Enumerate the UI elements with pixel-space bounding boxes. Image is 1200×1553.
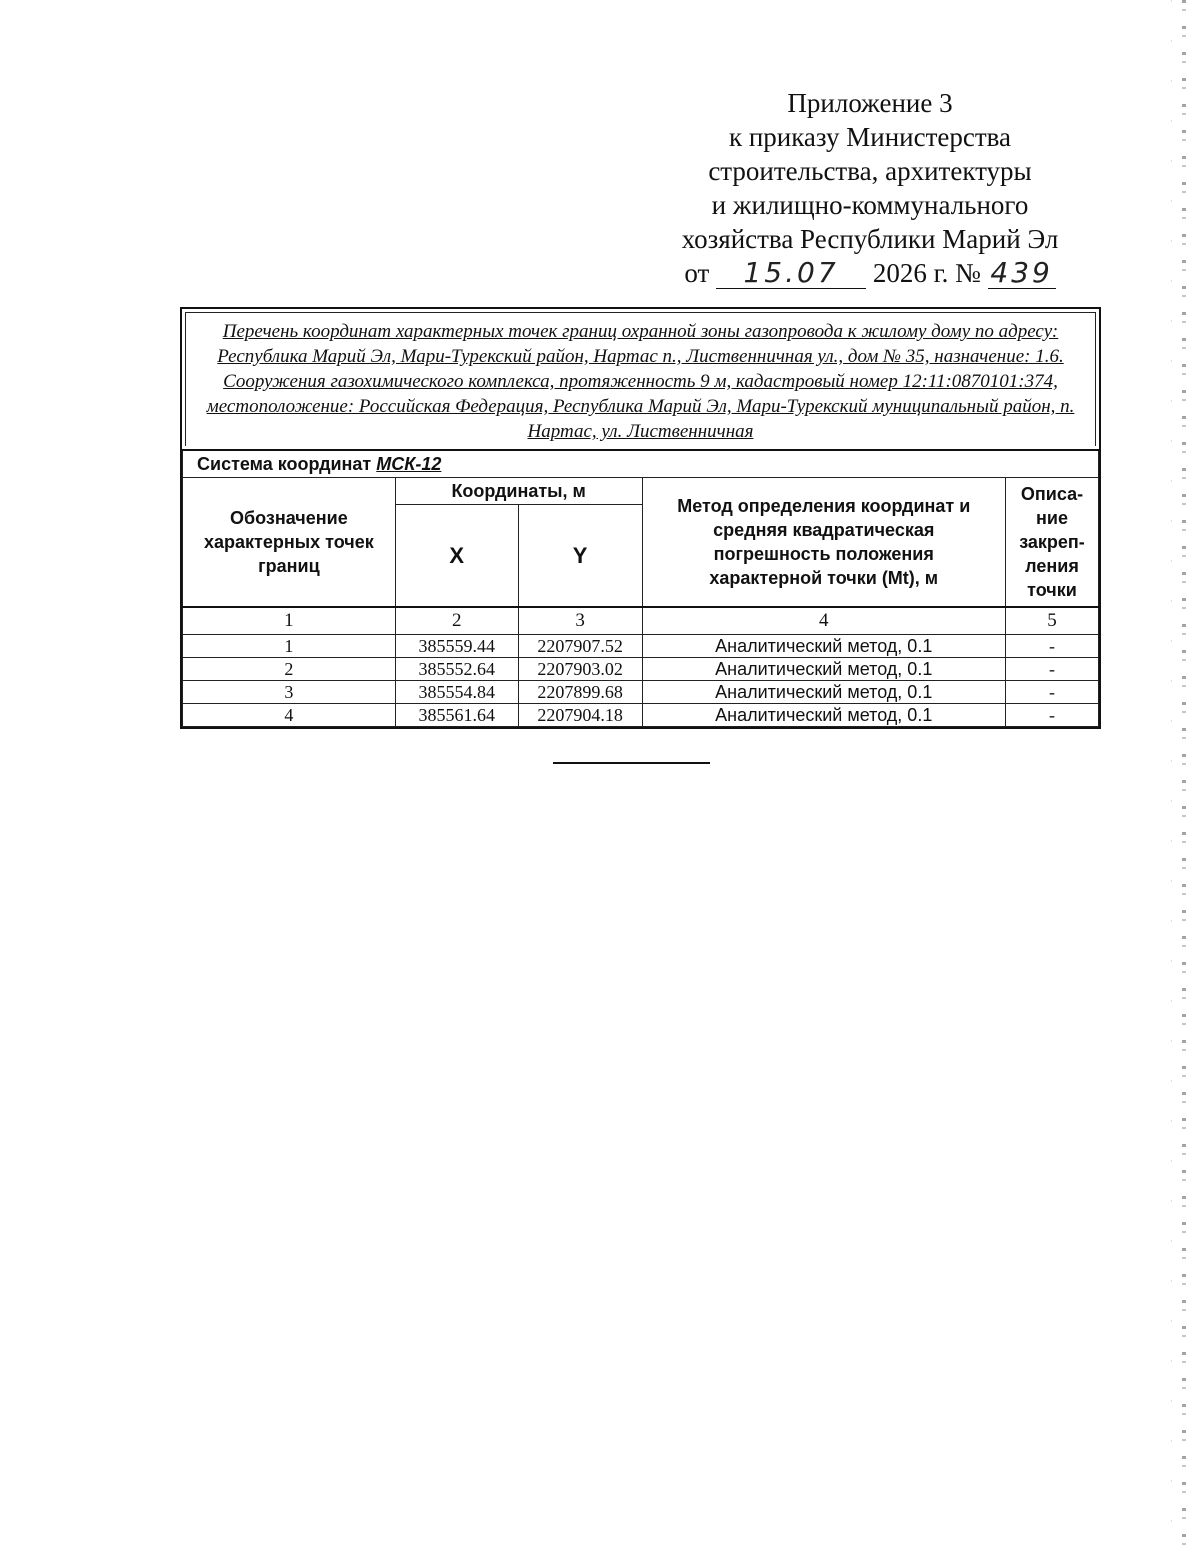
table-row [183,658,1099,681]
cell-description: - [1006,658,1099,681]
cell-y: 2207903.02 [518,658,642,681]
scan-edge-artifact-secondary [1171,0,1172,1553]
coordinate-system-row [183,450,1099,478]
appendix-line-order: к приказу Министерства [728,122,1012,152]
coordinate-system-label: Система координат [197,453,372,474]
scan-edge-artifact [1182,0,1186,1553]
cell-description: - [1006,704,1099,727]
cell-point: 3 [183,681,396,704]
header-point-designation: Обозначение характерных точек границ [183,478,396,608]
cell-point: 2 [183,658,396,681]
cell-method: Аналитический метод, 0.1 [642,658,1005,681]
cell-method: Аналитический метод, 0.1 [642,681,1005,704]
column-number-row [183,607,1099,635]
order-date-line [640,256,1100,290]
header-method: Метод определения координат и средняя квадратическая погрешность положения характерной точки (Mt), м [642,478,1005,608]
cell-x: 385559.44 [395,635,518,658]
appendix-header [640,86,1100,290]
cell-x: 385552.64 [395,658,518,681]
column-number: 3 [518,607,642,635]
column-number: 5 [1006,607,1099,635]
column-number: 2 [395,607,518,635]
end-separator-line [553,762,710,764]
coordinate-system-value: МСК-12 [376,453,442,474]
handwritten-order-number: 439 [988,258,1056,289]
cell-point: 1 [183,635,396,658]
cell-x: 385554.84 [395,681,518,704]
cell-point: 4 [183,704,396,727]
appendix-line-ministry: строительства, архитектуры [708,156,1032,186]
cell-description: - [1006,635,1099,658]
cell-method: Аналитический метод, 0.1 [642,704,1005,727]
header-coordinates: Координаты, м [395,478,642,505]
appendix-line-republic: хозяйства Республики Марий Эл [681,224,1059,254]
header-x: X [395,505,518,608]
cell-description: - [1006,681,1099,704]
cell-y: 2207899.68 [518,681,642,704]
table-row [183,704,1099,727]
header-description: Описа-ние закреп-ления точки [1006,478,1099,608]
cell-method: Аналитический метод, 0.1 [642,635,1005,658]
handwritten-date: 15.07 [716,258,866,289]
table-caption: Перечень координат характерных точек границ охранной зоны газопровода к жилому дому по адресу: Республика Марий Эл, Мари-Турекский район, Нартас п., Лиственничная ул., дом № 35, назначение: 1.6. Сооружения газохимического комплекса, протяженность 9 м, кадастровый номер 12:11:0870101:374, местоположение: Российская Федерация, Республика Марий Эл, Мари-Турекский муниципальный район, п. Нартас, ул. Лиственничная [185,312,1096,446]
appendix-line-housing: и жилищно-коммунального [711,190,1029,220]
table-row [183,681,1099,704]
year-text: 2026 г. № [872,258,981,288]
header-y: Y [518,505,642,608]
coordinates-table [182,449,1099,727]
cell-x: 385561.64 [395,704,518,727]
table-row [183,635,1099,658]
column-number: 4 [642,607,1005,635]
coordinates-table-block [180,307,1101,729]
cell-y: 2207907.52 [518,635,642,658]
column-number: 1 [183,607,396,635]
date-prefix: от [684,258,710,288]
cell-y: 2207904.18 [518,704,642,727]
appendix-title: Приложение 3 [787,88,953,118]
